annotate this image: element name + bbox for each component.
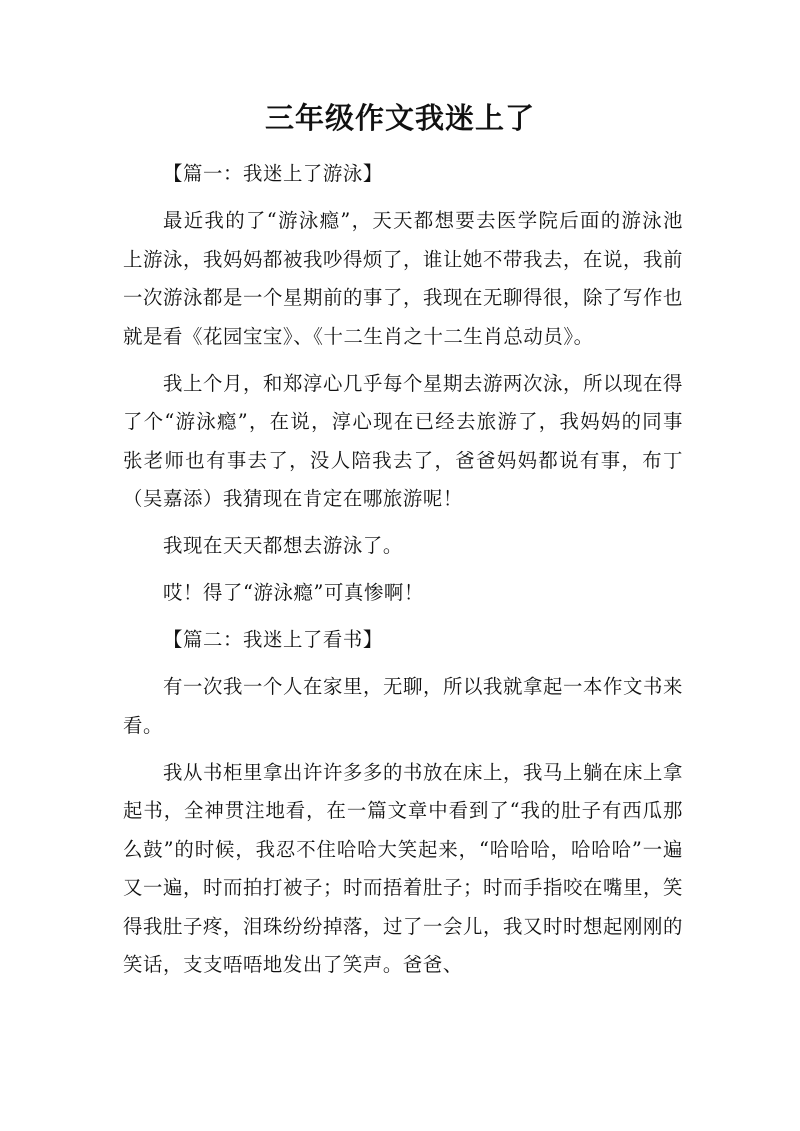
document-body [123,155,683,993]
section-heading-1: 【篇一：我迷上了游泳】 [163,162,383,185]
paragraph: 我从书柜里拿出许许多多的书放在床上，我马上躺在床上拿起书，全神贯注地看，在一篇文章中看到了“我的肚子有西瓜那么鼓”的时候，我忍不住哈哈大笑起来，“哈哈哈，哈哈哈”一遍又一遍，时而拍打被子；时而捂着肚子；时而手指咬在嘴里，笑得我肚子疼，泪珠纷纷掉落，过了一会儿，我又时时想起刚刚的笑话，支支唔唔地发出了笑声。爸爸、 [123,760,683,976]
paragraph: 最近我的了“游泳瘾”，天天都想要去医学院后面的游泳池上游泳，我妈妈都被我吵得烦了，谁让她不带我去，在说，我前一次游泳都是一个星期前的事了，我现在无聊得很，除了写作也就是看《花园宝宝》、《十二生肖之十二生肖总动员》。 [123,209,683,348]
paragraph: 哎！得了“游泳瘾”可真惨啊！ [163,581,424,604]
paragraph: 我上个月，和郑淳心几乎每个星期去游两次泳，所以现在得了个“游泳瘾”，在说，淳心现在已经去旅游了，我妈妈的同事张老师也有事去了，没人陪我去了，爸爸妈妈都说有事，布丁（吴嘉添）我猜现在肯定在哪旅游呢！ [123,371,683,510]
document-title: 三年级作文我迷上了 [264,101,535,135]
paragraph: 有一次我一个人在家里，无聊，所以我就拿起一本作文书来看。 [123,675,683,737]
paragraph: 我现在天天都想去游泳了。 [163,534,403,557]
section-heading-2: 【篇二：我迷上了看书】 [163,628,383,651]
